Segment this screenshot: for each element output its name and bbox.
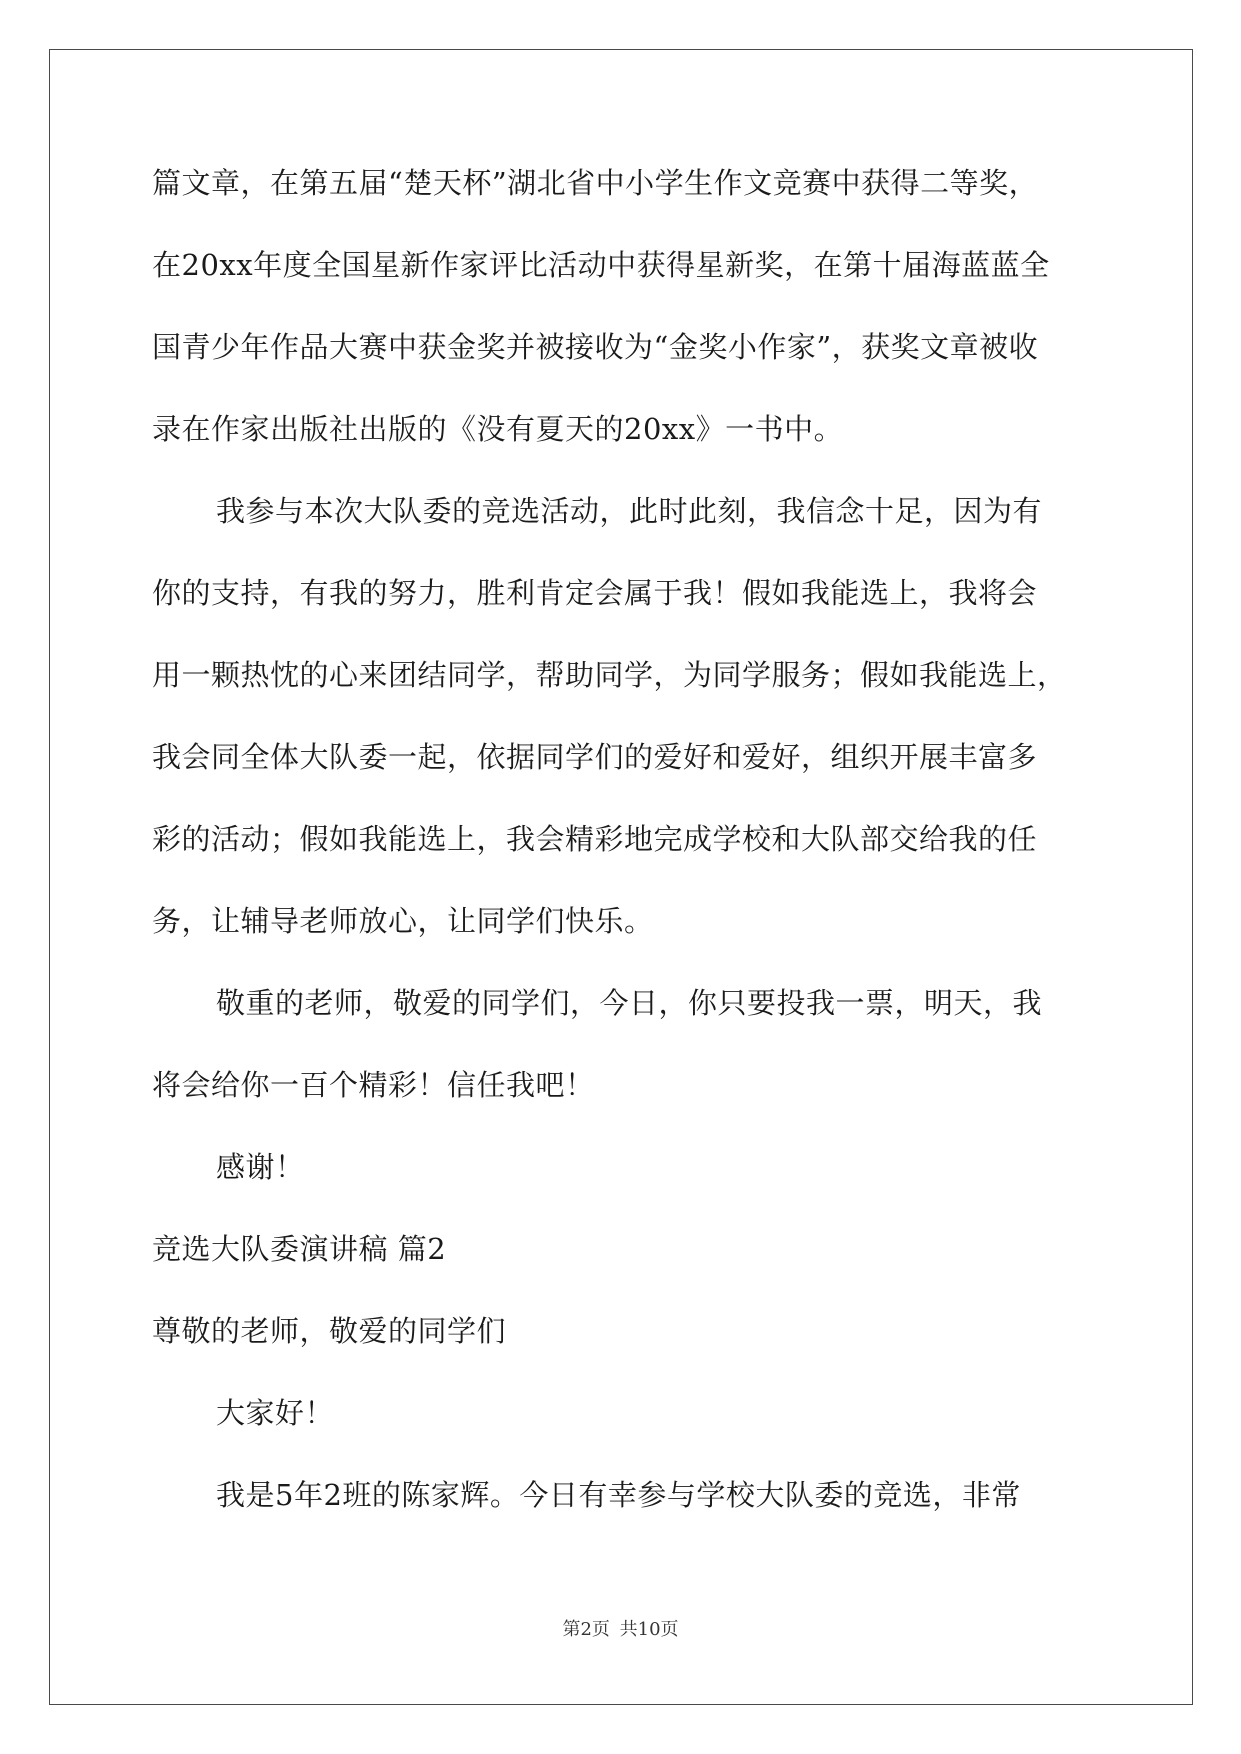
text-line: 在20xx年度全国星新作家评比活动中获得星新奖，在第十届海蓝蓝全 (152, 248, 1050, 282)
greeting-line: 大家好！ (216, 1396, 335, 1430)
section-heading: 竞选大队委演讲稿 篇2 (152, 1232, 447, 1266)
text-line: 篇文章，在第五届“楚天杯”湖北省中小学生作文竞赛中获得二等奖， (152, 166, 1039, 200)
page-footer (0, 1615, 1241, 1641)
text-line: 国青少年作品大赛中获金奖并被接收为“金奖小作家”，获奖文章被收 (152, 330, 1039, 364)
current-page-indicator: 第2页 (562, 1619, 610, 1640)
paragraph-start-line: 敬重的老师，敬爱的同学们，今日，你只要投我一票，明天，我 (216, 986, 1043, 1020)
closing-line: 感谢！ (216, 1150, 305, 1184)
text-line: 我会同全体大队委一起，依据同学们的爱好和爱好，组织开展丰富多 (152, 740, 1038, 774)
text-line: 务，让辅导老师放心，让同学们快乐。 (152, 904, 654, 938)
text-line: 彩的活动；假如我能选上，我会精彩地完成学校和大队部交给我的任 (152, 822, 1038, 856)
document-body (152, 160, 1092, 1554)
paragraph-start-line: 我是5年2班的陈家辉。今日有幸参与学校大队委的竞选，非常 (216, 1478, 1021, 1512)
paragraph-start-line: 我参与本次大队委的竞选活动，此时此刻，我信念十足，因为有 (216, 494, 1043, 528)
text-line: 用一颗热忱的心来团结同学，帮助同学，为同学服务；假如我能选上， (152, 658, 1067, 692)
salutation-line: 尊敬的老师，敬爱的同学们 (152, 1314, 507, 1348)
total-pages-indicator: 共10页 (619, 1619, 679, 1640)
text-line: 你的支持，有我的努力，胜利肯定会属于我！假如我能选上，我将会 (152, 576, 1038, 610)
text-line: 将会给你一百个精彩！信任我吧！ (152, 1068, 595, 1102)
text-line: 录在作家出版社出版的《没有夏天的20xx》一书中。 (152, 412, 844, 446)
